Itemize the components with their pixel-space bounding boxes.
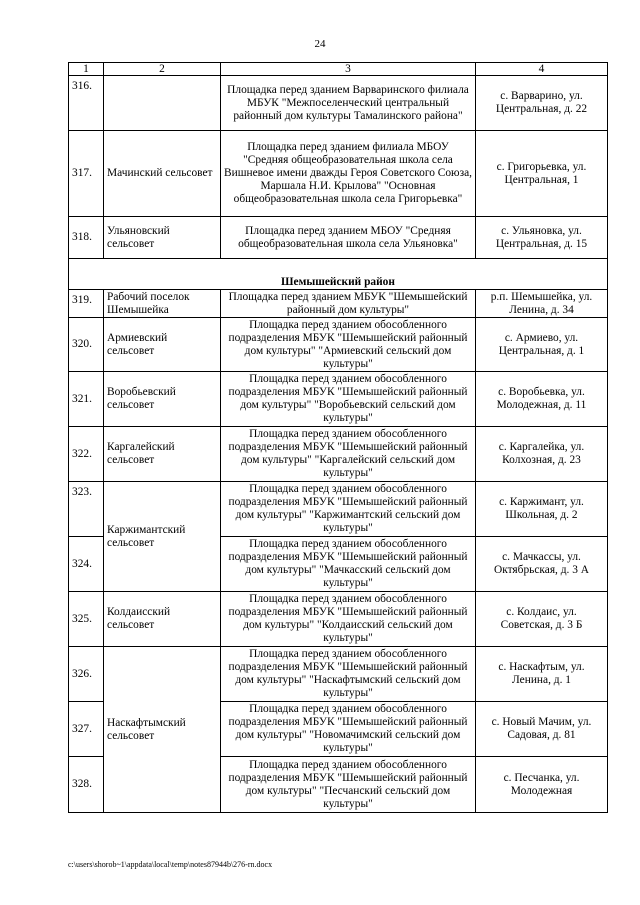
row-number: 316. [69,76,104,131]
site-description: Площадка перед зданием обособленного подразделения МБУК "Шемышейский районный дом культуры" "Новомачимский сельский дом культуры" [221,702,476,757]
council-name: Каргалейский сельсовет [104,427,221,482]
council-name: Армиевский сельсовет [104,318,221,372]
row-number: 323. [69,482,104,537]
table-row [69,592,608,647]
site-address: с. Григорьевка, ул. Центральная, 1 [476,131,608,217]
site-description: Площадка перед зданием обособленного подразделения МБУК "Шемышейский районный дом культуры" "Наскафтымский сельский дом культуры" [221,647,476,702]
site-address: с. Варварино, ул. Центральная, д. 22 [476,76,608,131]
row-number: 322. [69,427,104,482]
site-description: Площадка перед зданием филиала МБОУ "Средняя общеобразовательная школа села Вишневое имени дважды Героя Советского Союза, Маршала Н.И. Крылова" "Основная общеобразовательная школа села Григорьевка" [221,131,476,217]
council-name: Ульяновский сельсовет [104,217,221,259]
council-name: Воробьевский сельсовет [104,372,221,427]
row-number: 327. [69,702,104,757]
site-address: с. Песчанка, ул. Молодежная [476,757,608,813]
site-description: Площадка перед зданием МБОУ "Средняя общеобразовательная школа села Ульяновка" [221,217,476,259]
site-address: с. Ульяновка, ул. Центральная, д. 15 [476,217,608,259]
header-col-1: 1 [69,63,104,76]
site-description: Площадка перед зданием обособленного подразделения МБУК "Шемышейский районный дом культуры" "Каргалейский сельский дом культуры" [221,427,476,482]
council-name: Мачинский сельсовет [104,131,221,217]
council-name: Каржимантский сельсовет [104,482,221,592]
site-address: с. Новый Мачим, ул. Садовая, д. 81 [476,702,608,757]
council-name: Рабочий поселок Шемышейка [104,290,221,318]
site-description: Площадка перед зданием обособленного подразделения МБУК "Шемышейский районный дом культуры" "Мачкасский сельский дом культуры" [221,537,476,592]
locations-table [68,62,608,813]
council-name [104,76,221,131]
page-number: 24 [314,38,326,50]
table-row [69,482,608,537]
site-description: Площадка перед зданием обособленного подразделения МБУК "Шемышейский районный дом культуры" "Колдаисский сельский дом культуры" [221,592,476,647]
site-description: Площадка перед зданием обособленного подразделения МБУК "Шемышейский районный дом культуры" "Армиевский сельский дом культуры" [221,318,476,372]
site-address: с. Колдаис, ул. Советская, д. 3 Б [476,592,608,647]
site-description: Площадка перед зданием Варваринского филиала МБУК "Межпоселенческий центральный районный дом культуры Тамалинского района" [221,76,476,131]
table-row [69,318,608,372]
row-number: 324. [69,537,104,592]
row-number: 326. [69,647,104,702]
site-address: с. Наскафтым, ул. Ленина, д. 1 [476,647,608,702]
site-description: Площадка перед зданием обособленного подразделения МБУК "Шемышейский районный дом культуры" "Песчанский сельский дом культуры" [221,757,476,813]
row-number: 321. [69,372,104,427]
site-description: Площадка перед зданием обособленного подразделения МБУК "Шемышейский районный дом культуры" "Каржимантский сельский дом культуры" [221,482,476,537]
section-row [69,259,608,290]
row-number: 328. [69,757,104,813]
council-name: Колдаисский сельсовет [104,592,221,647]
section-title: Шемышейский район [69,259,608,290]
table-row [69,427,608,482]
site-address: с. Воробьевка, ул. Молодежная, д. 11 [476,372,608,427]
site-description: Площадка перед зданием МБУК "Шемышейский районный дом культуры" [221,290,476,318]
header-col-3: 3 [221,63,476,76]
footer-file-path: c:\users\shorob~1\appdata\local\temp\notes87944b\276-rn.docx [68,860,273,869]
table-row [69,131,608,217]
row-number: 317. [69,131,104,217]
table-header-row [69,63,608,76]
site-address: с. Мачкассы, ул. Октябрьская, д. 3 А [476,537,608,592]
row-number: 320. [69,318,104,372]
council-name: Наскафтымский сельсовет [104,647,221,813]
table-row [69,647,608,702]
site-address: с. Каржимант, ул. Школьная, д. 2 [476,482,608,537]
table-row [69,372,608,427]
row-number: 318. [69,217,104,259]
table-row [69,290,608,318]
site-description: Площадка перед зданием обособленного подразделения МБУК "Шемышейский районный дом культуры" "Воробьевский сельский дом культуры" [221,372,476,427]
header-col-4: 4 [476,63,608,76]
header-col-2: 2 [104,63,221,76]
site-address: р.п. Шемышейка, ул. Ленина, д. 34 [476,290,608,318]
site-address: с. Каргалейка, ул. Колхозная, д. 23 [476,427,608,482]
row-number: 319. [69,290,104,318]
table-row [69,217,608,259]
row-number: 325. [69,592,104,647]
site-address: с. Армиево, ул. Центральная, д. 1 [476,318,608,372]
table-row [69,76,608,131]
